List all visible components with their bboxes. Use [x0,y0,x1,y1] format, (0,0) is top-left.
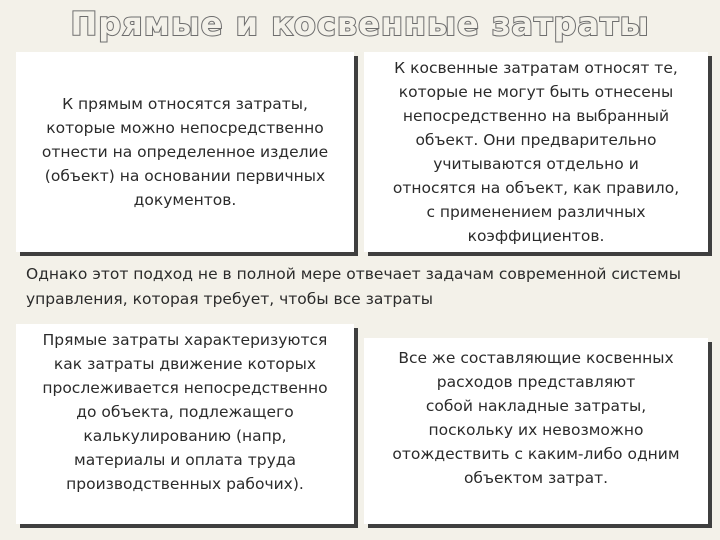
slide-title: Прямые и косвенные затраты [70,5,650,43]
body-paragraph: Однако этот подход не в полной мере отвечает задачам современной системы управления, которая требует, чтобы все затраты [26,265,681,308]
indirect-costs-overhead-card [364,338,708,524]
indirect-costs-text: К косвенные затратам относят те, которые не могут быть отнесены непосредственно на выбранный объект. Они предварительно учитываются отдельно и относятся на объект, как правило, с применением различных коэффициентов. [392,59,680,245]
direct-costs-card [16,52,354,252]
direct-costs-tracing-text: Прямые затраты характеризуются как затраты движение которых прослеживается непосредственно до объекта, подлежащего калькулированию (напр, материалы и оплата труда производственных рабочих). [42,331,328,493]
direct-costs-tracing-card [16,324,354,524]
direct-costs-text: К прямым относятся затраты, которые можно непосредственно отнести на определенное изделие (объект) на основании первичных документов. [41,95,329,209]
indirect-costs-card [364,52,708,252]
indirect-costs-overhead-text: Все же составляющие косвенных расходов представляют собой накладные затраты, поскольку их невозможно отождествить с каким-либо одним объектом затрат. [392,349,680,487]
